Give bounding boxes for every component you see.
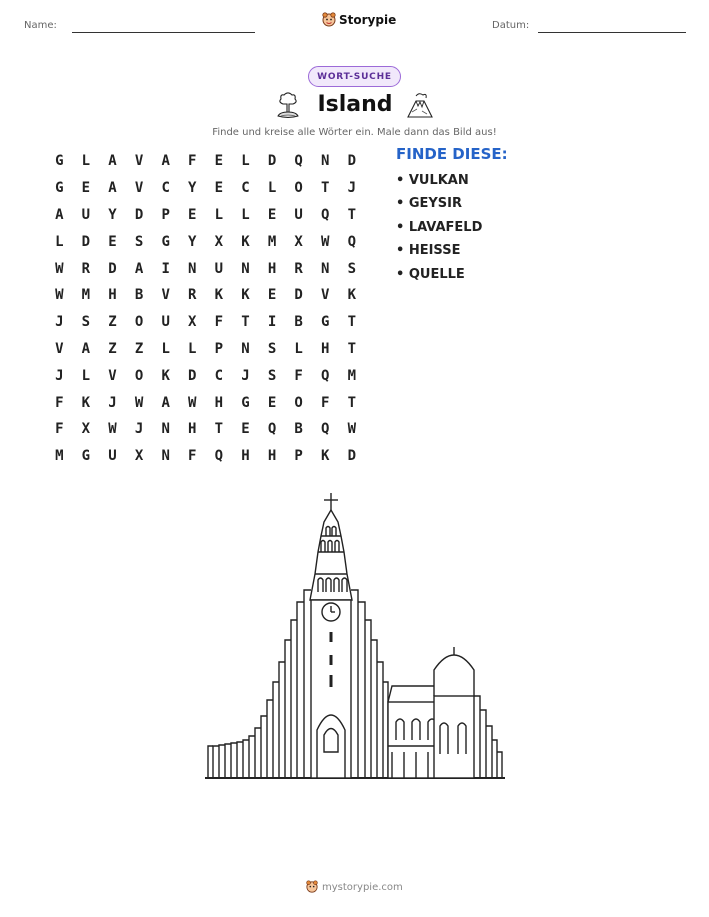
grid-letter[interactable]: B [134, 287, 144, 304]
grid-letter[interactable]: M [55, 448, 64, 465]
grid-row [46, 389, 366, 416]
grid-letter[interactable]: W [347, 421, 357, 438]
grid-letter[interactable]: E [267, 287, 277, 304]
date-label: Datum: [492, 20, 530, 31]
grid-letter[interactable]: A [161, 153, 170, 170]
grid-row [46, 148, 366, 175]
grid-letter[interactable]: X [214, 233, 224, 250]
grid-letter[interactable]: C [214, 367, 224, 384]
grid-letter[interactable]: W [55, 287, 64, 304]
grid-letter[interactable]: N [161, 448, 170, 465]
word-search-grid[interactable] [46, 148, 366, 470]
word-list [396, 171, 482, 288]
grid-letter[interactable]: T [347, 340, 357, 357]
footer-url[interactable]: mystorypie.com [322, 881, 403, 893]
grid-letter[interactable]: Z [108, 314, 117, 331]
grid-letter[interactable]: L [188, 340, 197, 357]
grid-letter[interactable]: U [161, 314, 170, 331]
grid-letter[interactable]: Z [134, 340, 144, 357]
storypie-logo [322, 12, 396, 28]
grid-letter[interactable]: C [161, 180, 170, 197]
grid-letter[interactable]: V [134, 153, 144, 170]
footer [306, 880, 403, 894]
grid-letter[interactable]: W [134, 394, 144, 411]
grid-letter[interactable]: L [267, 180, 277, 197]
grid-letter[interactable]: U [294, 206, 303, 223]
grid-letter[interactable]: D [134, 206, 144, 223]
grid-letter[interactable]: K [347, 287, 357, 304]
find-title: FINDE DIESE: [396, 145, 508, 163]
grid-letter[interactable]: H [267, 260, 277, 277]
grid-letter[interactable]: G [81, 448, 91, 465]
grid-letter[interactable]: D [81, 233, 91, 250]
logo-text: Storypie [339, 13, 397, 27]
grid-letter[interactable]: L [81, 153, 91, 170]
grid-letter[interactable]: E [241, 421, 250, 438]
grid-row [46, 202, 366, 229]
grid-letter[interactable]: H [214, 394, 224, 411]
grid-letter[interactable]: G [55, 153, 64, 170]
page-title: Island [317, 92, 393, 117]
grid-letter[interactable]: T [347, 314, 357, 331]
grid-row [46, 443, 366, 470]
grid-letter[interactable]: N [321, 260, 330, 277]
grid-letter[interactable]: E [214, 153, 224, 170]
name-label: Name: [24, 20, 57, 31]
grid-letter[interactable]: L [241, 206, 250, 223]
grid-letter[interactable]: V [161, 287, 170, 304]
grid-letter[interactable]: R [294, 260, 303, 277]
grid-letter[interactable]: S [267, 367, 277, 384]
grid-letter[interactable]: Y [188, 180, 197, 197]
grid-letter[interactable]: Z [108, 340, 117, 357]
grid-letter[interactable]: F [214, 314, 224, 331]
grid-letter[interactable]: H [108, 287, 117, 304]
grid-letter[interactable]: M [81, 287, 91, 304]
grid-letter[interactable]: N [241, 340, 250, 357]
grid-letter[interactable]: D [108, 260, 117, 277]
grid-letter[interactable]: Q [347, 233, 357, 250]
grid-letter[interactable]: C [241, 180, 250, 197]
grid-letter[interactable]: G [321, 314, 330, 331]
grid-letter[interactable]: A [161, 394, 170, 411]
grid-letter[interactable]: T [347, 206, 357, 223]
church-illustration[interactable] [200, 490, 510, 785]
grid-letter[interactable]: L [161, 340, 170, 357]
word-item: • VULKAN [396, 173, 469, 188]
grid-letter[interactable]: Q [321, 206, 330, 223]
grid-row [46, 228, 366, 255]
grid-letter[interactable]: F [188, 448, 197, 465]
grid-letter[interactable]: W [108, 421, 117, 438]
grid-letter[interactable]: F [321, 394, 330, 411]
grid-letter[interactable]: H [188, 421, 197, 438]
grid-letter[interactable]: D [347, 153, 357, 170]
grid-letter[interactable]: U [108, 448, 117, 465]
grid-letter[interactable]: J [108, 394, 117, 411]
volcano-icon [405, 90, 435, 120]
grid-letter[interactable]: E [267, 206, 277, 223]
grid-letter[interactable]: H [321, 340, 330, 357]
grid-letter[interactable]: S [81, 314, 91, 331]
grid-letter[interactable]: K [241, 287, 250, 304]
grid-letter[interactable]: Y [108, 206, 117, 223]
grid-letter[interactable]: W [188, 394, 197, 411]
grid-letter[interactable]: E [188, 206, 197, 223]
grid-letter[interactable]: B [294, 421, 303, 438]
grid-letter[interactable]: K [214, 287, 224, 304]
grid-letter[interactable]: G [161, 233, 170, 250]
grid-letter[interactable]: P [214, 340, 224, 357]
grid-letter[interactable]: J [241, 367, 250, 384]
grid-row [46, 282, 366, 309]
grid-letter[interactable]: K [161, 367, 170, 384]
grid-letter[interactable]: Q [321, 421, 330, 438]
grid-letter[interactable]: A [108, 153, 117, 170]
grid-letter[interactable]: J [347, 180, 357, 197]
grid-letter[interactable]: D [294, 287, 303, 304]
grid-letter[interactable]: R [188, 287, 197, 304]
grid-letter[interactable]: A [134, 260, 144, 277]
grid-letter[interactable]: T [321, 180, 330, 197]
grid-letter[interactable]: D [188, 367, 197, 384]
grid-letter[interactable]: W [321, 233, 330, 250]
storypie-logo-icon [306, 880, 318, 894]
grid-letter[interactable]: T [241, 314, 250, 331]
grid-letter[interactable]: U [214, 260, 224, 277]
grid-letter[interactable]: I [267, 314, 277, 331]
grid-letter[interactable]: M [347, 367, 357, 384]
grid-letter[interactable]: E [214, 180, 224, 197]
grid-letter[interactable]: A [81, 340, 91, 357]
grid-letter[interactable]: F [188, 153, 197, 170]
instructions: Finde und kreise alle Wörter ein. Male dann das Bild aus! [212, 127, 497, 138]
grid-letter[interactable]: I [161, 260, 170, 277]
grid-letter[interactable]: V [108, 367, 117, 384]
grid-letter[interactable]: V [134, 180, 144, 197]
grid-letter[interactable]: J [134, 421, 144, 438]
grid-row [46, 416, 366, 443]
grid-letter[interactable]: G [241, 394, 250, 411]
grid-letter[interactable]: Q [214, 448, 224, 465]
grid-letter[interactable]: F [55, 421, 64, 438]
grid-letter[interactable]: U [81, 206, 91, 223]
word-item: • HEISSE [396, 243, 461, 259]
grid-letter[interactable]: L [214, 206, 224, 223]
grid-letter[interactable]: N [161, 421, 170, 438]
grid-letter[interactable]: O [294, 394, 303, 411]
grid-letter[interactable]: R [81, 260, 91, 277]
storypie-logo-icon [322, 12, 336, 28]
word-search-badge: WORT-SUCHE [308, 66, 401, 87]
grid-letter[interactable]: Q [294, 153, 303, 170]
grid-letter[interactable]: T [214, 421, 224, 438]
grid-letter[interactable]: D [347, 448, 357, 465]
grid-letter[interactable]: A [55, 206, 64, 223]
grid-letter[interactable]: G [55, 180, 64, 197]
grid-letter[interactable]: E [81, 180, 91, 197]
grid-letter[interactable]: S [347, 260, 357, 277]
grid-letter[interactable]: X [294, 233, 303, 250]
grid-letter[interactable]: K [321, 448, 330, 465]
word-item: • QUELLE [396, 266, 465, 282]
grid-letter[interactable]: L [81, 367, 91, 384]
grid-letter[interactable]: F [294, 367, 303, 384]
name-line[interactable] [72, 32, 255, 33]
grid-letter[interactable]: K [81, 394, 91, 411]
grid-letter[interactable]: N [321, 153, 330, 170]
grid-letter[interactable]: L [55, 233, 64, 250]
grid-letter[interactable]: Q [267, 421, 277, 438]
date-line[interactable] [538, 32, 686, 33]
grid-row [46, 336, 366, 363]
grid-letter[interactable]: L [294, 340, 303, 357]
grid-letter[interactable]: X [81, 421, 91, 438]
grid-letter[interactable]: J [55, 367, 64, 384]
grid-letter[interactable]: Y [188, 233, 197, 250]
grid-letter[interactable]: O [294, 180, 303, 197]
grid-letter[interactable]: T [347, 394, 357, 411]
grid-row [46, 362, 366, 389]
grid-letter[interactable]: Q [321, 367, 330, 384]
word-item: • LAVAFELD [396, 219, 483, 235]
grid-letter[interactable]: J [55, 314, 64, 331]
grid-letter[interactable]: S [134, 233, 144, 250]
grid-row [46, 175, 366, 202]
grid-letter[interactable]: X [134, 448, 144, 465]
grid-row [46, 255, 366, 282]
grid-letter[interactable]: O [134, 314, 144, 331]
grid-letter[interactable]: F [55, 394, 64, 411]
grid-letter[interactable]: H [241, 448, 250, 465]
grid-letter[interactable]: E [267, 394, 277, 411]
grid-letter[interactable]: E [108, 233, 117, 250]
grid-letter[interactable]: V [55, 340, 64, 357]
grid-letter[interactable]: W [55, 260, 64, 277]
grid-letter[interactable]: V [321, 287, 330, 304]
grid-letter[interactable]: B [294, 314, 303, 331]
grid-letter[interactable]: D [267, 153, 277, 170]
grid-letter[interactable]: P [294, 448, 303, 465]
grid-letter[interactable]: N [188, 260, 197, 277]
grid-letter[interactable]: M [267, 233, 277, 250]
grid-letter[interactable]: K [241, 233, 250, 250]
grid-letter[interactable]: H [267, 448, 277, 465]
grid-row [46, 309, 366, 336]
geyser-icon [275, 92, 301, 120]
grid-letter[interactable]: S [267, 340, 277, 357]
grid-letter[interactable]: A [108, 180, 117, 197]
grid-letter[interactable]: L [241, 153, 250, 170]
grid-letter[interactable]: N [241, 260, 250, 277]
grid-letter[interactable]: P [161, 206, 170, 223]
grid-letter[interactable]: X [188, 314, 197, 331]
word-item: • GEYSIR [396, 196, 463, 212]
grid-letter[interactable]: O [134, 367, 144, 384]
